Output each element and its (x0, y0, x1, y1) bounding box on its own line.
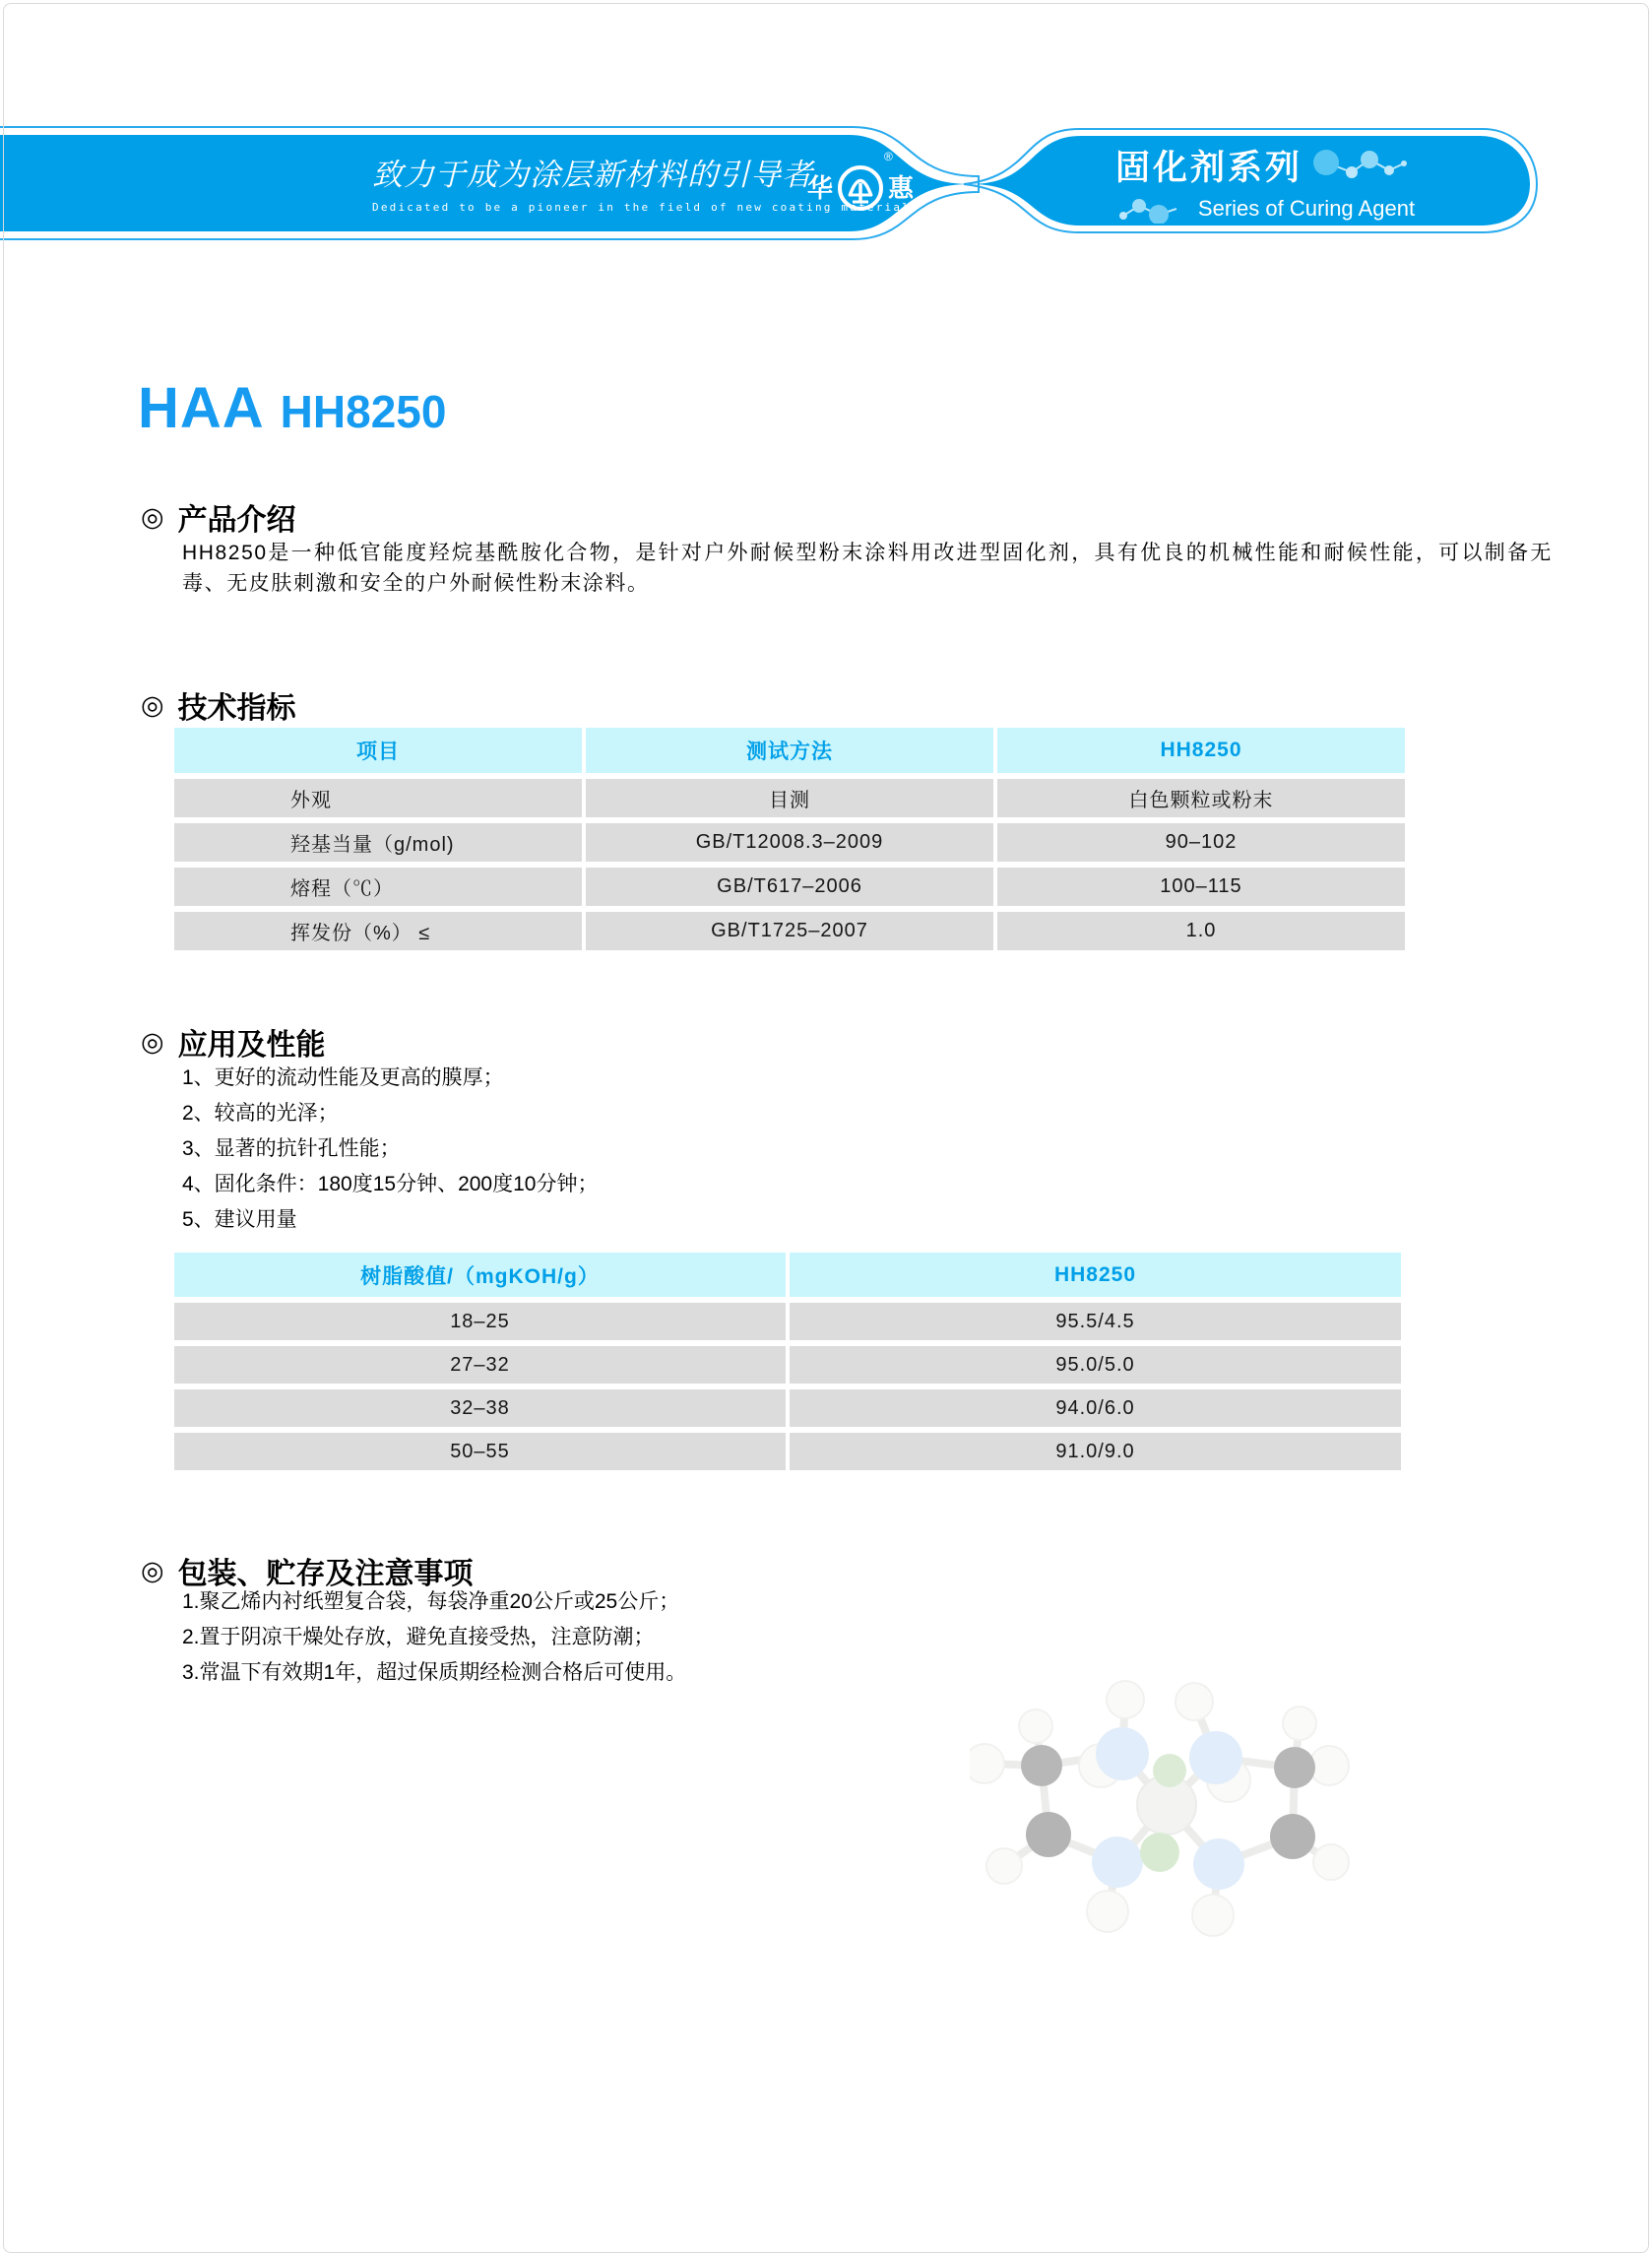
tech-specs-table (174, 728, 1405, 950)
table-cell: 91.0/9.0 (790, 1433, 1401, 1470)
section-heading-specs (141, 683, 296, 727)
table-header-cell: HH8250 (997, 728, 1405, 773)
list-item: 3.常温下有效期1年，超过保质期经检测合格后可使用。 (182, 1661, 687, 1684)
table-cell: 95.0/5.0 (790, 1346, 1401, 1384)
table-cell: 白色颗粒或粉末 (997, 779, 1405, 817)
list-item: 1.聚乙烯内衬纸塑复合袋，每袋净重20公斤或25公斤； (182, 1590, 680, 1613)
section-heading-text: 包装、贮存及注意事项 (177, 1558, 474, 1590)
list-item: 1、更好的流动性能及更高的膜厚； (182, 1066, 504, 1089)
table-header-cell: 项目 (174, 728, 582, 773)
logo-char-left: 华 (807, 172, 834, 203)
table-cell: 90–102 (997, 823, 1405, 862)
packaging-list (182, 1587, 686, 1694)
table-cell: 27–32 (174, 1346, 786, 1384)
table-cell: 挥发份（%） ≤ (174, 912, 582, 950)
section-heading-application (141, 1020, 326, 1064)
company-slogan (372, 150, 928, 214)
list-item: 2.置于阴凉干燥处存放，避免直接受热，注意防潮； (182, 1626, 655, 1648)
section-bullet-icon: ◎ (141, 689, 164, 720)
list-item: 4、固化条件：180度15分钟、200度10分钟； (182, 1173, 599, 1195)
logo-emblem-icon (834, 158, 887, 215)
company-logo (807, 150, 915, 217)
section-bullet-icon: ◎ (141, 501, 164, 532)
application-list (182, 1064, 598, 1241)
table-cell: 熔程（℃） (174, 868, 582, 906)
section-heading-text: 应用及性能 (177, 1029, 326, 1062)
table-header-cell: 树脂酸值/（mgKOH/g） (174, 1253, 786, 1297)
molecule-dots-icon (1312, 146, 1415, 185)
section-bullet-icon: ◎ (141, 1026, 164, 1057)
product-title (138, 375, 446, 441)
table-cell: GB/T12008.3–2009 (586, 823, 993, 862)
table-cell: 18–25 (174, 1303, 786, 1340)
table-cell: 32–38 (174, 1389, 786, 1427)
table-cell: GB/T1725–2007 (586, 912, 993, 950)
list-item: 3、显著的抗针孔性能； (182, 1137, 401, 1160)
product-model: HH8250 (280, 386, 447, 437)
slogan-chinese: 致力于成为涂层新材料的引导者 (372, 158, 813, 192)
series-bubble (1044, 138, 1487, 226)
section-heading-intro (141, 495, 296, 539)
table-cell: 羟基当量（g/mol) (174, 823, 582, 862)
logo-char-right: 惠 (888, 172, 915, 203)
table-cell: 50–55 (174, 1433, 786, 1470)
registered-mark: ® (884, 150, 893, 163)
series-title-en: Series of Curing Agent (1197, 196, 1416, 221)
table-header-cell: HH8250 (790, 1253, 1401, 1297)
product-family: HAA (138, 376, 265, 440)
table-header-cell: 测试方法 (586, 728, 993, 773)
series-title-cn: 固化剂系列 (1114, 149, 1303, 187)
table-cell: 94.0/6.0 (790, 1389, 1401, 1427)
table-cell: 目测 (586, 779, 993, 817)
table-cell: GB/T617–2006 (586, 868, 993, 906)
dosage-table (174, 1253, 1401, 1470)
table-cell: 1.0 (997, 912, 1405, 950)
table-cell: 100–115 (997, 868, 1405, 906)
section-heading-packaging (141, 1549, 474, 1592)
section-bullet-icon: ◎ (141, 1555, 164, 1585)
slogan-english: Dedicated to be a pioneer in the field of new coating materials. (372, 201, 928, 214)
molecule-illustration (970, 1672, 1383, 1958)
molecule-dots-icon (1115, 194, 1188, 224)
table-cell: 外观 (174, 779, 582, 817)
list-item: 5、建议用量 (182, 1208, 297, 1231)
list-item: 2、较高的光泽； (182, 1102, 339, 1125)
intro-paragraph: HH8250是一种低官能度羟烷基酰胺化合物，是针对户外耐候型粉末涂料用改进型固化剂，具有优良的机械性能和耐候性能，可以制备无毒、无皮肤刺激和安全的户外耐候性粉末涂料。 (182, 542, 1553, 595)
table-cell: 95.5/4.5 (790, 1303, 1401, 1340)
section-heading-text: 产品介绍 (177, 504, 296, 537)
section-heading-text: 技术指标 (177, 692, 296, 725)
